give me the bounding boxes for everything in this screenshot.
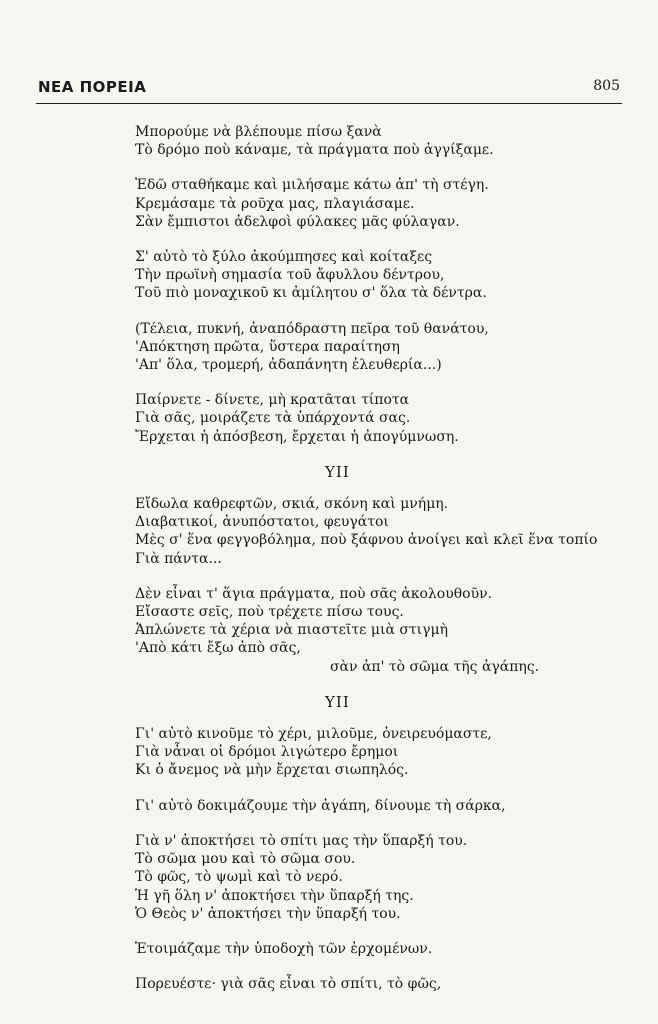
poem-line: Ὁ Θεὸς ν' ἀποκτήσει τὴν ὕπαρξή του. xyxy=(135,905,401,922)
poem-line: Γιὰ πάντα... xyxy=(135,550,222,567)
poem-line: Γιὰ ν' ἀποκτήσει τὸ σπίτι μας τὴν ὕπαρξή του. xyxy=(135,832,468,849)
poem-line: Τὴν πρωϊνὴ σημασία τοῦ ἄφυλλου δέντρου, xyxy=(135,267,445,284)
poem-line: 'Απ' ὅλα, τρομερή, ἀδαπάνητη ἐλευθερία...) xyxy=(135,357,442,374)
poem-line: Γι' αὐτὸ κινοῦμε τὸ χέρι, μιλοῦμε, ὀνειρευόμαστε, xyxy=(135,726,492,743)
stanza xyxy=(135,176,615,231)
poem-line: Εἴσαστε σεῖς, ποὺ τρέχετε πίσω τους. xyxy=(135,604,404,621)
section-number: ΥΙΙ xyxy=(325,462,350,481)
poem-line: Γιὰ νἆναι οἱ δρόμοι λιγώτερο ἔρημοι xyxy=(135,744,399,761)
poem-line: Μὲς σ' ἕνα φεγγοβόλημα, ποὺ ξάφνου ἀνοίγει καὶ κλεῖ ἕνα τοπίο xyxy=(135,532,598,549)
poem-line: Γιὰ σᾶς, μοιράζετε τὰ ὑπάρχοντά σας. xyxy=(135,410,411,427)
poem-line: Ἡ γῆ ὅλη ν' ἀποκτήσει τὴν ὕπαρξή της. xyxy=(135,887,414,904)
stanza xyxy=(135,248,615,303)
page-number: 805 xyxy=(593,78,620,94)
poem-line: 'Απόκτηση πρῶτα, ὕστερα παραίτηση xyxy=(135,338,400,355)
poem-line: Σ' αὐτὸ τὸ ξύλο ἀκούμπησες καὶ κοίταξες xyxy=(135,249,433,266)
stanza xyxy=(135,975,615,993)
poem-line-indented: σὰν ἀπ' τὸ σῶμα τῆς ἀγάπης. xyxy=(330,658,540,675)
journal-title: ΝΕΑ ΠΟΡΕΙΑ xyxy=(38,78,147,96)
section-number: ΥΙΙ xyxy=(325,692,350,711)
stanza xyxy=(135,123,615,159)
poem-line: Παίρνετε - δίνετε, μὴ κρατᾶται τίποτα xyxy=(135,392,410,409)
poem-line: Πορευέστε· γιὰ σᾶς εἶναι τὸ σπίτι, τὸ φῶς, xyxy=(135,976,442,993)
running-header xyxy=(38,78,620,100)
poem-line: Εἴδωλα καθρεφτῶν, σκιά, σκόνη καὶ μνήμη. xyxy=(135,496,449,513)
poem-body xyxy=(135,123,615,1010)
poem-line: Ἔρχεται ἡ ἀπόσβεση, ἔρχεται ἡ ἀπογύμνωση. xyxy=(135,428,459,445)
poem-line: Σὰν ἔμπιστοι ἀδελφοὶ φύλακες μᾶς φύλαγαν. xyxy=(135,213,460,230)
header-rule xyxy=(36,103,622,104)
poem-line: 'Απὸ κάτι ἔξω ἀπὸ σᾶς, xyxy=(135,640,301,657)
poem-line: Δὲν εἶναι τ' ἅγια πράγματα, ποὺ σᾶς ἀκολουθοῦν. xyxy=(135,585,493,602)
stanza xyxy=(135,495,615,568)
poem-line: Ἑτοιμάζαμε τὴν ὑποδοχὴ τῶν ἐρχομένων. xyxy=(135,940,433,957)
poem-line: Διαβατικοί, ἀνυπόστατοι, φευγάτοι xyxy=(135,514,389,531)
stanza xyxy=(135,940,615,958)
stanza xyxy=(135,320,615,375)
stanza xyxy=(135,797,615,815)
stanza xyxy=(135,832,615,923)
poem-line: Ἁπλώνετε τὰ χέρια νὰ πιαστεῖτε μιὰ στιγμὴ xyxy=(135,622,449,639)
poem-line: Κι ὁ ἄνεμος νὰ μὴν ἔρχεται σιωπηλός. xyxy=(135,762,409,779)
poem-line: Τὸ σῶμα μου καὶ τὸ σῶμα σου. xyxy=(135,851,356,868)
poem-line: Κρεμάσαμε τὰ ροῦχα μας, πλαγιάσαμε. xyxy=(135,195,415,212)
poem-line: Γι' αὐτὸ δοκιμάζουμε τὴν ἀγάπη, δίνουμε τὴ σάρκα, xyxy=(135,797,506,814)
poem-line: (Τέλεια, πυκνή, ἀναπόδραστη πεῖρα τοῦ θανάτου, xyxy=(135,320,489,337)
poem-line: Ἐδῶ σταθήκαμε καὶ μιλήσαμε κάτω ἀπ' τὴ στέγη. xyxy=(135,177,489,194)
poem-line: Μπορούμε νὰ βλέπουμε πίσω ξανὰ xyxy=(135,124,382,140)
stanza xyxy=(135,725,615,780)
poem-line: Τὸ δρόμο ποὺ κάναμε, τὰ πράγματα ποὺ ἀγγίξαμε. xyxy=(135,142,494,159)
stanza xyxy=(135,391,615,446)
poem-line: Τὸ φῶς, τὸ ψωμὶ καὶ τὸ νερό. xyxy=(135,869,343,886)
poem-line: Τοῦ πιὸ μοναχικοῦ κι ἀμίλητου σ' ὅλα τὰ δέντρα. xyxy=(135,285,487,302)
stanza xyxy=(135,585,615,676)
